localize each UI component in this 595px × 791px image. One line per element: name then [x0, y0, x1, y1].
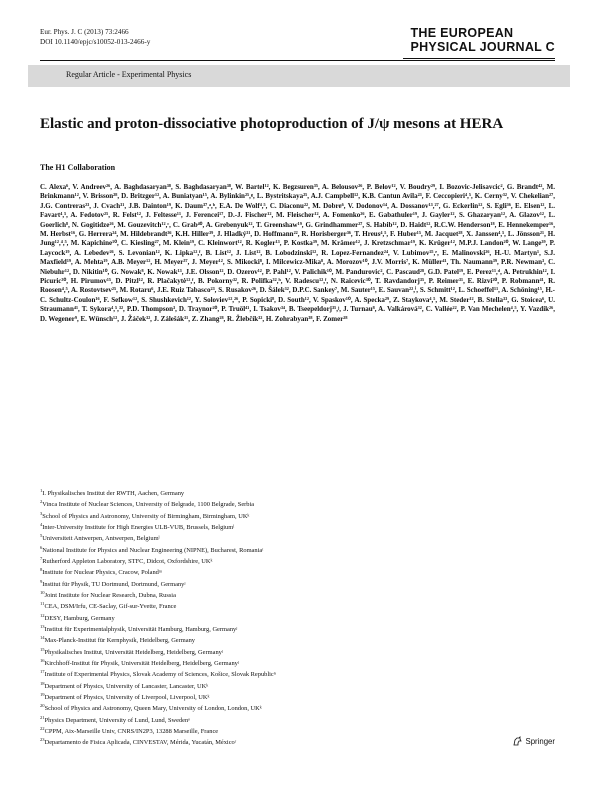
affiliation-item	[40, 702, 555, 713]
affiliation-item	[40, 578, 555, 589]
affiliation-text: Joint Institute for Nuclear Research, Dubna, Russia	[44, 592, 176, 600]
affiliation-item	[40, 510, 555, 521]
affiliation-number: 12	[40, 612, 45, 618]
affiliation-text: DESY, Hamburg, Germany	[44, 614, 115, 622]
collaboration: The H1 Collaboration	[40, 163, 116, 172]
affiliation-text: Vinca Institute of Nuclear Sciences, University of Belgrade, 1100 Belgrade, Serbia	[42, 501, 255, 509]
paper-title: Elastic and proton-dissociative photoproduction of J/ψ mesons at HERA	[40, 116, 504, 132]
brand-rule	[403, 58, 555, 59]
affiliation-number: 23	[40, 737, 45, 743]
affiliation-number: 20	[40, 703, 45, 709]
affiliation-text: I. Physikalisches Institut der RWTH, Aachen, Germany	[42, 490, 185, 498]
affiliation-number: 7	[40, 555, 43, 561]
affiliation-number: 17	[40, 669, 45, 675]
affiliation-number: 5	[40, 533, 43, 539]
springer-horse-icon	[512, 736, 523, 747]
affiliation-item	[40, 544, 555, 555]
affiliation-text: Institut für Experimentalphysik, Universität Hamburg, Hamburg, Germanyʲ	[44, 626, 238, 634]
journal-meta	[40, 27, 150, 47]
affiliation-number: 13	[40, 623, 45, 629]
affiliation-item	[40, 725, 555, 736]
affiliation-number: 3	[40, 510, 43, 516]
affiliation-number: 16	[40, 657, 45, 663]
affiliation-number: 10	[40, 589, 45, 595]
affiliation-item	[40, 566, 555, 577]
affiliation-item	[40, 600, 555, 611]
affiliation-text: School of Physics and Astronomy, University of Birmingham, Birmingham, UKᵏ	[42, 512, 250, 520]
affiliation-text: Universiteit Antwerpen, Antwerpen, Belgiumˡ	[42, 535, 160, 543]
affiliation-item	[40, 532, 555, 543]
author-list: C. Alexa⁶, V. Andreev²⁶, A. Baghdasaryan³⁸, S. Baghdasaryan³⁸, W. Bartel¹², K. Begzsuren³⁵, A. Belousov²⁶, P. Belov¹², V. Boudry²⁹, I. Bozovic-Jelisavcic², G. Brandt⁴², M. Brinkmann¹², V. Brisson²⁸, D. Britzger¹², A. Buniatyan¹⁵, A. Bylinkin²⁵,ᵍ, L. Bystritskaya²⁵, A.J. Campbell¹², K.B. Cantun Avila²³, F. Ceccopieri⁴,⁵, K. Cerny³², V. Chekelian²⁷, J.G. Contreras²³, J. Cvach³¹, J.B. Dainton¹⁹, K. Daum³⁷,ᵃ,ᵇ, E.A. De Wolf⁴,⁵, C. Diaconu²², M. Dobre⁶, V. Dodonov¹⁴, A. Dossanov¹³,²⁷, G. Eckerlin¹², S. Egli³⁶, E. Elsen¹², L. Favart⁴,⁵, A. Fedotov²⁵, R. Felst¹², J. Feltesse¹¹, J. Ferencei¹⁷, D.-J. Fischer¹², M. Fleischer¹², A. Fomenko²⁶, E. Gabathuler¹⁹, J. Gayler¹², S. Ghazaryan¹², A. Glazov¹², L. Goerlich⁸, N. Gogitidze²⁶, M. Gouzevitch¹²,ᶜ, C. Grab⁴⁰, A. Grebenyuk¹², T. Greenshaw¹⁹, G. Grindhammer²⁷, S. Habib¹², D. Haidt¹², R.C.W. Henderson¹⁸, E. Hennekemper¹⁶, M. Herbst¹⁶, G. Herrera²⁴, M. Hildebrandt³⁶, K.H. Hiller³⁹, J. Hladký³¹, D. Hoffmann²², R. Horisberger³⁶, T. Hreus⁴,⁵, F. Huber¹⁵, M. Jacquet²⁸, X. Janssen⁴,⁵, L. Jönsson²¹, H. Jung¹²,⁴,⁵, M. Kapichine¹⁰, C. Kiesling²⁷, M. Klein¹⁹, C. Kleinwort¹², R. Kogler¹³, P. Kostka³⁹, M. Krämer¹², J. Kretzschmar¹⁹, K. Krüger¹², M.P.J. Landon²⁰, W. Lange³⁹, P. Laycock¹⁹, A. Lebedev²⁶, S. Levonian¹², K. Lipka¹²,ᶠ, B. List¹², J. List¹², B. Lobodzinski¹², R. Lopez-Fernandez²⁴, V. Lubimov²⁵,ᵉ, E. Malinovski²⁶, H.-U. Martyn¹, S.J. Maxfield¹⁹, A. Mehta¹⁹, A.B. Meyer¹², H. Meyer³⁷, J. Meyer¹², S. Mikocki⁸, I. Milcewicz-Mika⁸, A. Morozov¹⁰, J.V. Morris⁷, K. Müller⁴¹, Th. Naumann³⁹, P.R. Newman³, C. Niebuhr¹², D. Nikitin¹⁰, G. Nowak⁸, K. Nowak¹³, J.E. Olsson¹², D. Ozerov¹², P. Pahl¹², V. Palichik¹⁰, M. Pandurovic², C. Pascaud²⁸, G.D. Patel¹⁹, E. Perez¹¹,ᵈ, A. Petrukhin¹², I. Picuric³⁰, H. Pirumov¹⁵, D. Pitzl¹², R. Plačakytė¹²,ᶠ, B. Pokorny³², R. Polifka³²,ʰ, V. Radescu¹²,ᶠ, N. Raicevic³⁰, T. Ravdandorj³⁵, P. Reimer³¹, E. Rizvi²⁰, P. Robmann⁴¹, R. Roosen⁴,⁵, A. Rostovtsev²⁵, M. Rotaru⁶, J.E. Ruiz Tabasco²³, S. Rusakov²⁶, D. Šálek³², D.P.C. Sankey⁷, M. Sauter¹⁵, E. Sauvan²²,ⁱ, S. Schmitt¹², L. Schoeffel¹¹, A. Schöning¹⁵, H.-C. Schultz-Coulon¹⁶, F. Sefkow¹², S. Shushkevich¹², Y. Soloviev¹²,²⁶, P. Sopicki⁸, D. South¹², V. Spaskov¹⁰, A. Specka²⁹, Z. Staykova⁴,⁵, M. Steder¹², B. Stella³³, G. Stoicea⁶, U. Straumann⁴¹, T. Sykora⁴,⁵,³², P.D. Thompson³, D. Traynor²⁰, P. Truöl⁴¹, I. Tsakov³⁴, B. Tseepeldorj³⁵,ʲ, J. Turnau⁸, A. Valkárová³², C. Vallée²², P. Van Mechelen⁴,⁵, Y. Vazdik²⁶, D. Wegener⁹, E. Wünsch¹², J. Žáček³², J. Zálešák³¹, Z. Zhang²⁸, R. Žlebčík³², H. Zohrabyan³⁸, F. Zomer²⁸	[40, 183, 555, 323]
affiliation-number: 21	[40, 714, 45, 720]
affiliation-text: Kirchhoff-Institut für Physik, Universität Heidelberg, Heidelberg, Germanyʲ	[44, 660, 239, 668]
journal-brand-line2: PHYSICAL JOURNAL C	[410, 40, 555, 54]
affiliation-text: CPPM, Aix-Marseille Univ, CNRS/IN2P3, 13288 Marseille, France	[44, 728, 219, 736]
affiliation-item	[40, 612, 555, 623]
affiliation-item	[40, 589, 555, 600]
affiliation-text: Institut für Physik, TU Dortmund, Dortmund, Germanyʲ	[42, 580, 186, 588]
affiliation-item	[40, 634, 555, 645]
affiliation-number: 8	[40, 567, 43, 573]
affiliation-item	[40, 668, 555, 679]
article-type: Regular Article - Experimental Physics	[66, 70, 192, 79]
affiliation-number: 6	[40, 544, 43, 550]
affiliation-text: CEA, DSM/Irfu, CE-Saclay, Gif-sur-Yvette, France	[44, 603, 177, 611]
affiliation-item	[40, 736, 555, 747]
affiliation-text: Departamento de Fisica Aplicada, CINVESTAV, Mérida, Yucatán, Méxicoʳ	[44, 739, 237, 747]
affiliation-item	[40, 714, 555, 725]
affiliation-number: 19	[40, 691, 45, 697]
affiliation-item	[40, 657, 555, 668]
affiliation-number: 2	[40, 499, 43, 505]
header-rule	[40, 60, 555, 61]
affiliation-text: School of Physics and Astronomy, Queen Mary, University of London, London, UKᵏ	[44, 705, 262, 713]
doi: DOI 10.1140/epjc/s10052-013-2466-y	[40, 38, 151, 46]
affiliation-item	[40, 487, 555, 498]
affiliation-text: Department of Physics, University of Lancaster, Lancaster, UKᵏ	[44, 682, 209, 690]
affiliation-item	[40, 623, 555, 634]
affiliation-number: 4	[40, 521, 43, 527]
affiliation-number: 9	[40, 578, 43, 584]
affiliation-text: National Institute for Physics and Nuclear Engineering (NIPNE), Bucharest, Romaniaᵗ	[42, 546, 264, 554]
affiliation-number: 15	[40, 646, 45, 652]
affiliation-item	[40, 498, 555, 509]
affiliation-text: Physics Department, University of Lund, Lund, Swedenᵒ	[44, 716, 191, 724]
publisher-logo	[512, 736, 555, 747]
publisher-name: Springer	[525, 737, 555, 746]
affiliation-text: Physikalisches Institut, Universität Heidelberg, Heidelberg, Germanyʲ	[44, 648, 223, 656]
journal-citation: Eur. Phys. J. C (2013) 73:2466	[40, 28, 129, 36]
affiliation-item	[40, 680, 555, 691]
journal-brand-line1: THE EUROPEAN	[410, 26, 514, 40]
affiliation-list	[40, 487, 555, 748]
affiliation-number: 11	[40, 601, 45, 607]
affiliation-number: 14	[40, 635, 45, 641]
affiliation-text: Inter-University Institute for High Energies ULB-VUB, Brussels, Belgiumˡ	[42, 524, 235, 532]
article-type-band	[28, 65, 570, 87]
affiliation-text: Institute of Experimental Physics, Slovak Academy of Sciences, Košice, Slovak Republicⁿ	[44, 671, 276, 679]
affiliation-text: Institute for Nuclear Physics, Cracow, Polandᵐ	[42, 569, 162, 577]
affiliation-item	[40, 555, 555, 566]
affiliation-text: Department of Physics, University of Liverpool, Liverpool, UKᵏ	[44, 694, 210, 702]
affiliation-text: Max-Planck-Institut für Kernphysik, Heidelberg, Germany	[44, 637, 195, 645]
affiliation-number: 1	[40, 488, 43, 493]
journal-brand	[410, 26, 555, 54]
affiliation-item	[40, 521, 555, 532]
affiliation-text: Rutherford Appleton Laboratory, STFC, Didcot, Oxfordshire, UKᵏ	[42, 558, 213, 566]
affiliation-number: 22	[40, 725, 45, 731]
affiliation-item	[40, 691, 555, 702]
affiliation-number: 18	[40, 680, 45, 686]
affiliation-item	[40, 646, 555, 657]
